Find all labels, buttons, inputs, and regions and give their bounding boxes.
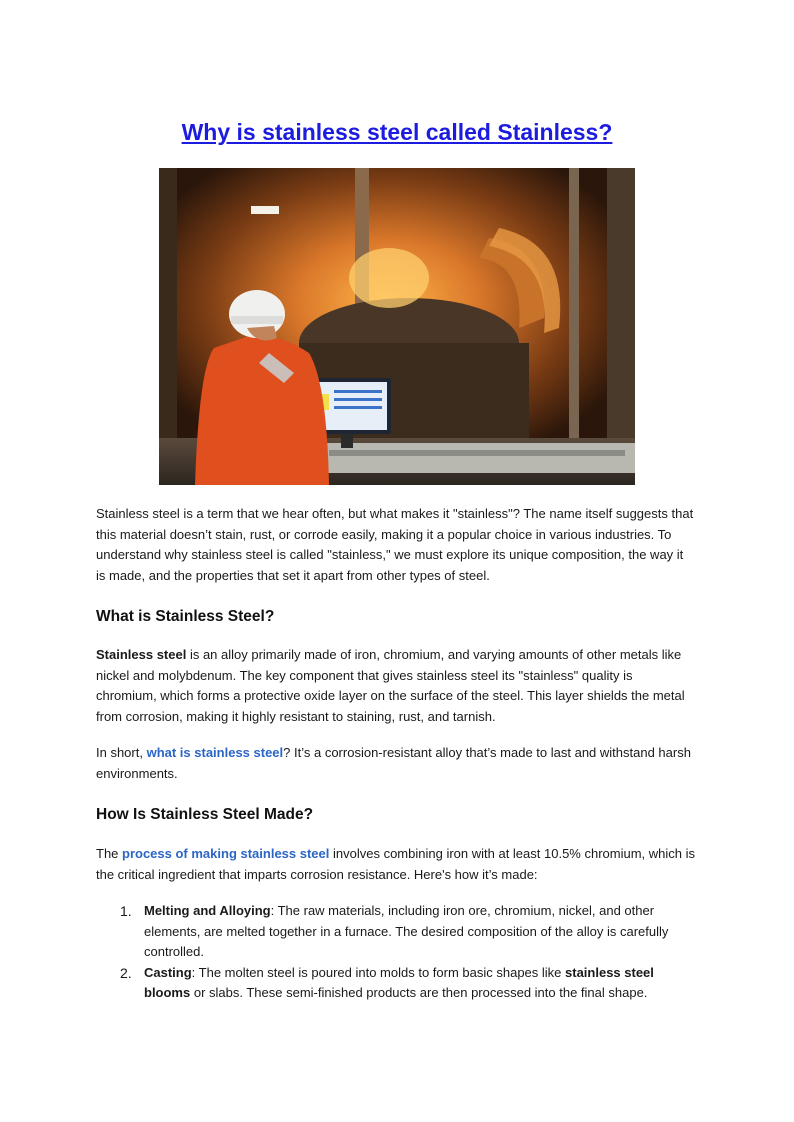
process-link[interactable]: process of making stainless steel — [122, 846, 330, 861]
step-text: : The molten steel is poured into molds to form basic shapes like — [191, 964, 566, 980]
list-item — [96, 963, 696, 1004]
list-item — [96, 901, 696, 963]
list-number: 1. — [120, 903, 132, 919]
step-text: : The raw materials, including iron ore, chromium, nickel, and other elements, are melted together in a furnace. The desired composition of the alloy is carefully controlled. — [144, 903, 669, 960]
step-title: Melting and Alloying — [144, 903, 271, 918]
summary-lead: In short, — [96, 745, 147, 760]
process-lead: The — [96, 846, 123, 861]
summary-paragraph — [96, 743, 696, 784]
step-text-2: or slabs. These semi-finished products are then processed into the final shape. — [190, 985, 648, 1001]
process-paragraph — [96, 844, 696, 885]
term-bold: Stainless steel — [96, 647, 187, 662]
process-steps-list — [96, 901, 696, 1004]
page-title[interactable]: Why is stainless steel called Stainless? — [181, 119, 613, 145]
summary-text: ? It’s a corrosion-resistant alloy that’s made to last and withstand harsh environments. — [96, 745, 691, 781]
definition-paragraph — [96, 645, 696, 727]
section-heading-what-is: What is Stainless Steel? — [96, 608, 275, 625]
steel-mill-photo — [159, 168, 635, 485]
list-number: 2. — [120, 964, 132, 981]
intro-paragraph: Stainless steel is a term that we hear often, but what makes it "stainless"? The name itself suggests that this material doesn’t stain, rust, or corrode easily, making it a popular choice in various industries. To understand why stainless steel is called "stainless," we must explore its unique composition, the way it is made, and the properties that set it apart from other types of steel. — [96, 506, 694, 583]
process-text: involves combining iron with at least 10.5% chromium, which is the critical ingredient that imparts corrosion resistance. Here's how it’s made: — [96, 846, 695, 882]
definition-text: is an alloy primarily made of iron, chromium, and varying amounts of other metals like nickel and molybdenum. The key component that gives stainless steel its "stainless" quality is chromium, which forms a protective oxide layer on the surface of the steel. This layer shields the metal from corrosion, making it highly resistant to staining, rust, and tarnish. — [96, 647, 685, 724]
what-is-stainless-steel-link[interactable]: what is stainless steel — [146, 745, 284, 760]
step-bold-term: stainless steel blooms — [144, 964, 654, 1001]
section-heading-how-made: How Is Stainless Steel Made? — [96, 806, 314, 823]
step-title: Casting — [144, 964, 192, 980]
